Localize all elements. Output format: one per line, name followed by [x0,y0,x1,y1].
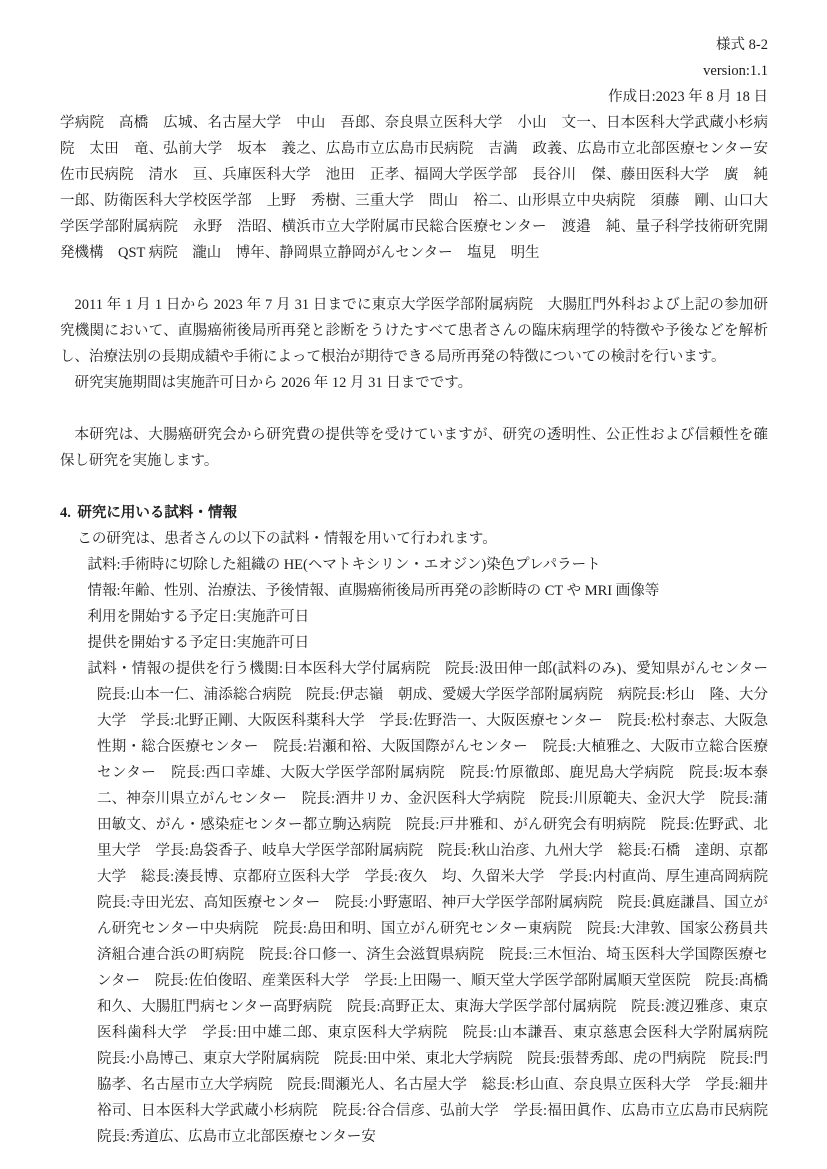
researchers-continuation: 学病院 高橋 広城、名古屋大学 中山 吾郎、奈良県立医科大学 小山 文一、日本医科大学武蔵小杉病院 太田 竜、弘前大学 坂本 義之、広島市立広島市民病院 吉満 政義、広島市立北部医療センター安佐市民病院 清水 亘、兵庫医科大学 池田 正孝、福岡大学医学部 長谷川 傑、藤田医科大学 廣 純一郎、防衛医科大学校医学部 上野 秀樹、三重大学 問山 裕二、山形県立中央病院 須藤 剛、山口大学医学部附属病院 永野 浩昭、横浜市立大学附属市民総合医療センター 渡邉 純、量子科学技術研究開発機構 QST 病院 瀧山 博年、静岡県立静岡がんセンター 塩見 明生 [60,115,768,261]
section4-intro: この研究は、患者さんの以下の試料・情報を用いて行われます。 [77,531,497,547]
section4-number: 4. [60,505,71,521]
form-number: 様式 8-2 [716,37,768,53]
item-provide-start-date: 提供を開始する予定日:実施許可日 [87,635,310,651]
study-overview-paragraph: 2011 年 1 月 1 日から 2023 年 7 月 31 日までに東京大学医学部附属病院 大腸肛門外科および上記の参加研究機関において、直腸癌術後局所再発と診断をうけたすべて患者さんの臨床病理学的特徴や予後などを解析し、治療法別の長期成績や手術によって根治が期待できる局所再発の特徴についての検討を行います。 [60,297,768,365]
funding-statement-paragraph: 本研究は、大腸癌研究会から研究費の提供等を受けていますが、研究の透明性、公正性および信頼性を確保し研究を実施します。 [60,427,768,469]
study-period-paragraph: 研究実施期間は実施許可日から 2026 年 12 月 31 日までです。 [74,375,473,391]
section4-heading [60,500,768,526]
section4-title: 研究に用いる試料・情報 [77,505,237,521]
document-header [60,32,768,110]
created-date: 作成日:2023 年 8 月 18 日 [608,89,768,105]
item-use-start-date: 利用を開始する予定日:実施許可日 [87,609,310,625]
item-information: 情報:年齢、性別、治療法、予後情報、直腸癌術後局所再発の診断時の CT や MRI 画像等 [87,583,660,599]
providers-list: 試料・情報の提供を行う機関:日本医科大学付属病院 院長:汲田伸一郎(試料のみ)、愛知県がんセンター 院長:山本一仁、浦添総合病院 院長:伊志嶺 朝成、愛媛大学医学部附属病院 病院長:杉山 隆、大分大学 学長:北野正剛、大阪医科薬科大学 学長:佐野浩一、大阪医療センター 院長:松村泰志、大阪急性期・総合医療センター 院長:岩瀬和裕、大阪国際がんセンター 院長:大植雅之、大阪市立総合医療センター 院長:西口幸雄、大阪大学医学部附属病院 院長:竹原徹郎、鹿児島大学病院 院長:坂本泰二、神奈川県立がんセンター 院長:酒井リカ、金沢医科大学病院 院長:川原範夫、金沢大学 院長:蒲田敏文、がん・感染症センター都立駒込病院 院長:戸井雅和、がん研究会有明病院 院長:佐野武、北里大学 学長:島袋香子、岐阜大学医学部附属病院 院長:秋山治彦、九州大学 総長:石橋 達朗、京都大学 総長:湊長博、京都府立医科大学 学長:夜久 均、久留米大学 学長:内村直尚、厚生連高岡病院 院長:寺田光宏、高知医療センター 院長:小野憲昭、神戸大学医学部附属病院 院長:眞庭謙昌、国立がん研究センター中央病院 院長:島田和明、国立がん研究センター東病院 院長:大津敦、国家公務員共済組合連合浜の町病院 院長:谷口修一、済生会滋賀県病院 院長:三木恒治、埼玉医科大学国際医療センター 院長:佐伯俊昭、産業医科大学 学長:上田陽一、順天堂大学医学部附属順天堂医院 院長:髙橋和久、大腸肛門病センター高野病院 院長:高野正太、東海大学医学部付属病院 院長:渡辺雅彦、東京医科歯科大学 学長:田中雄二郎、東京医科大学病院 院長:山本謙吾、東京慈恵会医科大学附属病院 院長:小島博己、東京大学附属病院 院長:田中栄、東北大学病院 院長:張替秀郎、虎の門病院 院長:門脇孝、名古屋市立大学病院 院長:間瀬光人、名古屋大学 総長:杉山直、奈良県立医科大学 学長:細井裕司、日本医科大学武蔵小杉病院 院長:谷合信彦、弘前大学 学長:福田眞作、広島市立広島市民病院 院長:秀道広、広島市立北部医療センター安 [87,661,783,1145]
version-label: version:1.1 [703,63,768,79]
item-specimen: 試料:手術時に切除した組織の HE(ヘマトキシリン・エオジン)染色プレパラート [87,557,601,573]
